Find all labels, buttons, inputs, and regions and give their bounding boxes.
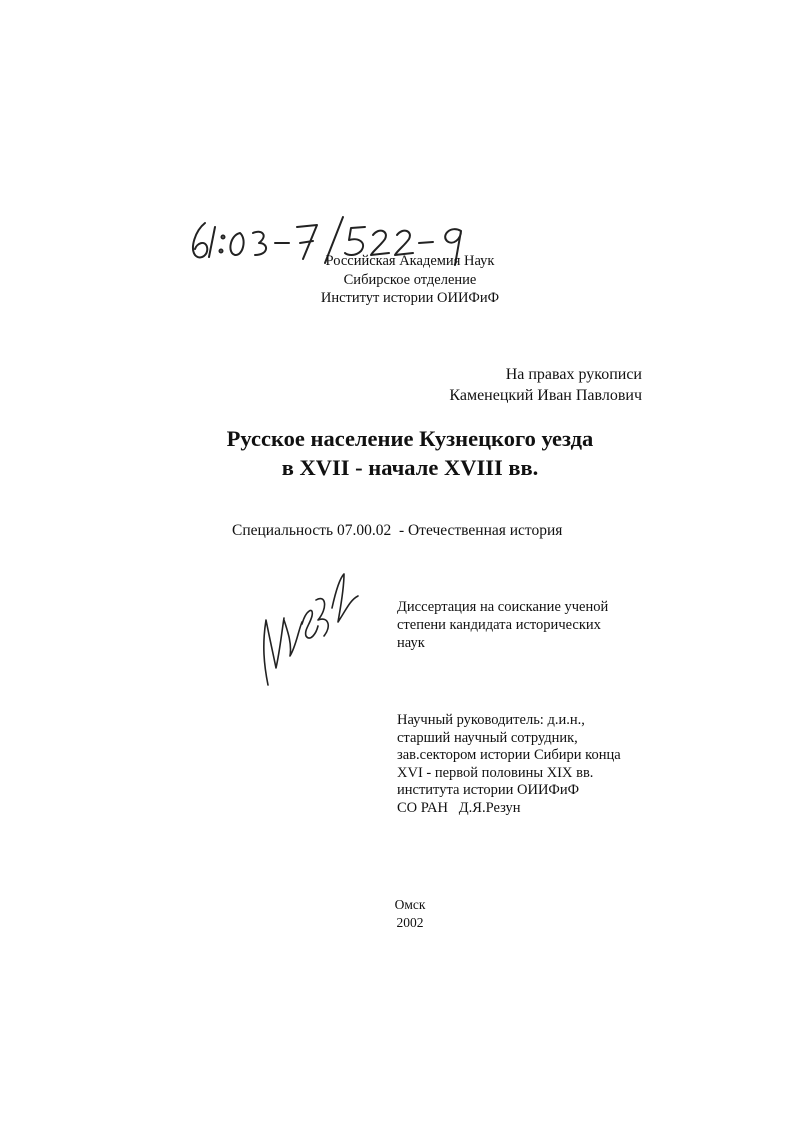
publication-footer — [370, 896, 450, 932]
title-line-1: Русское население Кузнецкого уезда — [226, 426, 594, 451]
academy-name: Российская Академия Наук — [325, 253, 495, 269]
supervisor-line: СО РАН Д.Я.Резун — [397, 799, 521, 816]
thesis-line: Диссертация на соискание ученой — [397, 599, 609, 615]
publication-year: 2002 — [396, 915, 424, 930]
institute-name: Институт истории ОИИФиФ — [320, 290, 500, 306]
supervisor-line: зав.сектором истории Сибири конца — [397, 747, 621, 763]
supervisor-line: старший научный сотрудник, — [397, 729, 578, 746]
supervisor-block — [397, 712, 677, 817]
organization-header — [300, 252, 520, 308]
city-name: Омск — [394, 897, 426, 912]
handwritten-signature — [240, 560, 370, 695]
specialty-line: Специальность 07.00.02 - Отечественная история — [232, 522, 563, 539]
manuscript-rights-label: На правах рукописи — [505, 366, 642, 383]
thesis-line: наук — [397, 635, 425, 651]
supervisor-line: института истории ОИИФиФ — [397, 782, 580, 798]
dissertation-title — [110, 424, 710, 482]
author-name: Каменецкий Иван Павлович — [449, 387, 642, 404]
manuscript-rights-block — [449, 364, 642, 406]
supervisor-line: XVI - первой половины XIX вв. — [397, 764, 594, 781]
thesis-line: степени кандидата исторических — [397, 617, 601, 633]
thesis-description — [397, 598, 647, 652]
branch-name: Сибирское отделение — [343, 271, 477, 288]
supervisor-line: Научный руководитель: д.и.н., — [397, 712, 585, 728]
title-line-2: в XVII - начале XVIII вв. — [281, 455, 539, 480]
